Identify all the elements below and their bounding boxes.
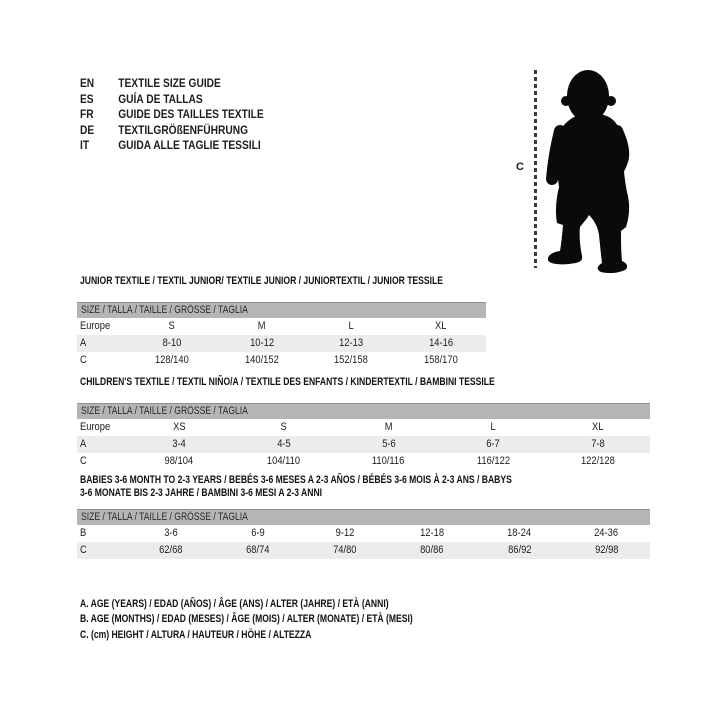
- size-table-babies: [77, 509, 650, 559]
- table-cell: XL: [435, 320, 447, 332]
- table-cell: 4-5: [277, 438, 291, 450]
- guide-title: TEXTILE SIZE GUIDE: [118, 76, 221, 90]
- row-label: Europe: [80, 320, 111, 332]
- table-cell: 68/74: [246, 544, 270, 556]
- language-code: ES: [80, 91, 94, 106]
- table-cell: 140/152: [244, 354, 279, 366]
- table-cell: 12-18: [420, 527, 445, 539]
- language-row: [80, 107, 264, 123]
- language-code: EN: [80, 76, 95, 90]
- language-title-list: [80, 76, 296, 154]
- table-cell: 152/158: [334, 354, 369, 366]
- table-cell: 3-4: [172, 438, 187, 450]
- table-cell: 24-36: [594, 527, 619, 539]
- table-cell: 128/140: [154, 354, 189, 366]
- table-row: [77, 453, 650, 470]
- legend-line: C. (cm) HEIGHT / ALTURA / HAUTEUR / HÖHE / ALTEZZA: [80, 628, 312, 641]
- table-cell: 80/86: [420, 544, 444, 556]
- guide-title: GUÍA DE TALLAS: [118, 91, 203, 106]
- table-cell: XS: [173, 421, 186, 433]
- section-babies-textile: [77, 474, 650, 559]
- table-cell: XL: [591, 421, 604, 433]
- table-cell: 98/104: [164, 455, 194, 467]
- language-row: [80, 92, 264, 108]
- table-row: [77, 318, 486, 335]
- table-cell: 10-12: [249, 337, 274, 349]
- table-cell: 92/98: [594, 544, 619, 556]
- table-cell: 14-16: [429, 337, 454, 349]
- section-title: CHILDREN'S TEXTILE / TEXTIL NIÑO/A / TEXTILE DES ENFANTS / KINDERTEXTIL / BAMBINI TESSILE: [80, 376, 495, 388]
- language-row: [80, 76, 264, 92]
- table-cell: 9-12: [335, 527, 355, 539]
- table-row: [77, 542, 650, 559]
- language-code: DE: [80, 122, 95, 137]
- table-row: [77, 525, 650, 542]
- language-row: [80, 138, 264, 154]
- size-table-header: SIZE / TALLA / TAILLE / GRÖSSE / TAGLIA: [77, 509, 650, 525]
- guide-title: TEXTILGRÖßENFÜHRUNG: [118, 122, 249, 137]
- section-title: JUNIOR TEXTILE / TEXTIL JUNIOR/ TEXTILE JUNIOR / JUNIORTEXTIL / JUNIOR TESSILE: [80, 275, 443, 287]
- table-cell: 3-6: [163, 527, 178, 539]
- table-cell: 5-6: [381, 438, 396, 450]
- table-cell: 8-10: [162, 337, 182, 349]
- language-code: IT: [80, 138, 90, 152]
- row-label: C: [80, 544, 87, 556]
- table-cell: 122/128: [580, 455, 615, 467]
- height-dimension-line: [534, 70, 537, 268]
- row-label: C: [80, 455, 87, 467]
- table-cell: 6-7: [486, 438, 500, 450]
- row-label: A: [80, 438, 87, 450]
- guide-title: GUIDA ALLE TAGLIE TESSILI: [118, 138, 261, 152]
- language-code: FR: [80, 107, 94, 121]
- table-cell: 110/116: [372, 455, 405, 467]
- section-title: BABIES 3-6 MONTH TO 2-3 YEARS / BEBÉS 3-6 MESES A 2-3 AÑOS / BÉBÉS 3-6 MOIS À 2-3 ANS / BABYS 3-6 MONATE BIS 2-3 JAHRE / BAMBINI 3-6 MESI A 2-3 ANNI: [80, 474, 512, 499]
- table-row: [77, 335, 486, 352]
- toddler-silhouette-icon: [542, 67, 634, 274]
- table-cell: M: [384, 421, 393, 433]
- size-table-junior: [77, 302, 486, 369]
- table-cell: 104/110: [267, 455, 301, 467]
- height-dimension-label: C: [516, 161, 524, 173]
- table-cell: 6-9: [250, 527, 265, 539]
- table-cell: L: [490, 421, 496, 433]
- table-row: [77, 436, 650, 453]
- table-cell: S: [168, 320, 175, 332]
- table-cell: 116/122: [476, 455, 510, 467]
- guide-title: GUIDE DES TAILLES TEXTILE: [118, 107, 264, 121]
- size-table-children: [77, 403, 650, 470]
- size-table-header: SIZE / TALLA / TAILLE / GRÖSSE / TAGLIA: [77, 403, 650, 419]
- legend: [80, 597, 507, 643]
- legend-line: B. AGE (MONTHS) / EDAD (MESES) / ÂGE (MOIS) / ALTER (MONATE) / ETÀ (MESI): [80, 613, 413, 626]
- size-table-header: SIZE / TALLA / TAILLE / GRÖSSE / TAGLIA: [77, 302, 486, 318]
- language-row: [80, 123, 264, 139]
- table-cell: 86/92: [507, 544, 531, 556]
- table-row: [77, 352, 486, 369]
- table-cell: S: [280, 421, 288, 433]
- row-label: A: [80, 337, 87, 349]
- row-label: B: [80, 527, 87, 539]
- section-junior-textile: [77, 275, 486, 369]
- row-label: C: [80, 354, 87, 366]
- table-cell: 74/80: [333, 544, 357, 556]
- row-label: Europe: [80, 421, 111, 433]
- legend-line: A. AGE (YEARS) / EDAD (AÑOS) / ÂGE (ANS) / ALTER (JAHRE) / ETÀ (ANNI): [80, 598, 389, 610]
- table-cell: L: [348, 320, 354, 332]
- table-cell: 18-24: [507, 527, 532, 539]
- table-cell: 158/170: [424, 354, 459, 366]
- table-row: [77, 419, 650, 436]
- section-childrens-textile: [77, 376, 650, 470]
- table-cell: 12-13: [339, 337, 364, 349]
- table-cell: M: [257, 320, 266, 332]
- table-cell: 62/68: [158, 544, 183, 556]
- table-cell: 7-8: [590, 438, 605, 450]
